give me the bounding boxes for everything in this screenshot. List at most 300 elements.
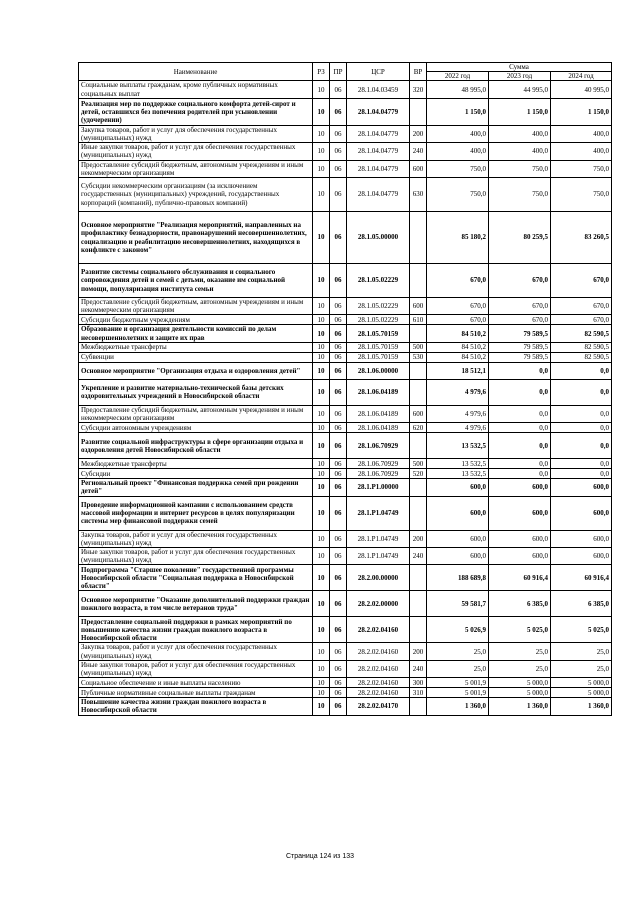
table-row (79, 530, 612, 547)
row-vr-cell: 240 (410, 548, 427, 565)
row-name-cell: Проведение информационной кампании с использованием средств массовой информации и интернет ресурсов в целях популяризации системы мер финансовой поддержки семей (79, 496, 313, 530)
row-sum-2024-cell: 670,0 (551, 315, 612, 325)
row-rz-cell: 10 (313, 423, 330, 433)
row-sum-2022-cell: 400,0 (427, 125, 489, 142)
row-sum-2022-cell: 4 979,6 (427, 423, 489, 433)
row-name-cell: Образование и организация деятельности комиссий по делам несовершеннолетних и защите их прав (79, 325, 313, 342)
row-csr-cell: 28.1.05.00000 (347, 212, 410, 264)
row-csr-cell: 28.2.02.04160 (347, 617, 410, 643)
row-sum-2024-cell: 670,0 (551, 298, 612, 315)
table-row (79, 315, 612, 325)
row-name-cell: Реализация мер по поддержке социального комфорта детей-сирот и детей, оставшихся без попечения родителей при усыновлении (удочерении) (79, 98, 313, 125)
table-row (79, 264, 612, 298)
row-pr-cell: 06 (330, 379, 347, 405)
row-name-cell: Предоставление субсидий бюджетным, автономным учреждениям и иным некоммерческим организациям (79, 160, 313, 177)
row-csr-cell: 28.1.P1.00000 (347, 479, 410, 496)
row-csr-cell: 28.1.04.04779 (347, 160, 410, 177)
row-sum-2023-cell: 1 360,0 (489, 698, 551, 715)
row-rz-cell: 10 (313, 459, 330, 469)
row-sum-2023-cell: 0,0 (489, 362, 551, 379)
row-vr-cell: 200 (410, 530, 427, 547)
row-name-cell: Основное мероприятие "Реализация мероприятий, направленных на профилактику безнадзорности, правонарушений несовершеннолетних, социализацию и реабилитацию несовершеннолетних, находящихся в конфликте с законом" (79, 212, 313, 264)
row-vr-cell (410, 98, 427, 125)
row-pr-cell: 06 (330, 423, 347, 433)
header-vr: ВР (410, 63, 427, 81)
row-sum-2023-cell: 25,0 (489, 660, 551, 677)
row-sum-2024-cell: 400,0 (551, 143, 612, 160)
row-sum-2024-cell: 60 916,4 (551, 565, 612, 591)
row-sum-2022-cell: 84 510,2 (427, 352, 489, 362)
row-pr-cell: 06 (330, 342, 347, 352)
row-name-cell: Иные закупки товаров, работ и услуг для обеспечения государственных (муниципальных) нужд (79, 660, 313, 677)
row-sum-2024-cell: 600,0 (551, 548, 612, 565)
row-sum-2023-cell: 25,0 (489, 643, 551, 660)
row-name-cell: Предоставление субсидий бюджетным, автономным учреждениям и иным некоммерческим организациям (79, 405, 313, 422)
row-sum-2022-cell: 13 532,5 (427, 459, 489, 469)
row-pr-cell: 06 (330, 660, 347, 677)
row-pr-cell: 06 (330, 496, 347, 530)
row-csr-cell: 28.1.06.04189 (347, 423, 410, 433)
table-row (79, 688, 612, 698)
row-pr-cell: 06 (330, 479, 347, 496)
row-vr-cell (410, 433, 427, 459)
row-csr-cell: 28.1.04.03459 (347, 81, 410, 98)
row-sum-2022-cell: 25,0 (427, 643, 489, 660)
row-pr-cell: 06 (330, 125, 347, 142)
table-row (79, 459, 612, 469)
row-pr-cell: 06 (330, 548, 347, 565)
row-pr-cell: 06 (330, 688, 347, 698)
row-name-cell: Основное мероприятие "Оказание дополнительной поддержки граждан пожилого возраста, в том числе ветеранов труда" (79, 591, 313, 617)
table-row (79, 496, 612, 530)
row-sum-2024-cell: 25,0 (551, 643, 612, 660)
row-pr-cell: 06 (330, 469, 347, 479)
row-csr-cell: 28.1.05.02229 (347, 298, 410, 315)
row-sum-2024-cell: 0,0 (551, 362, 612, 379)
row-vr-cell: 520 (410, 469, 427, 479)
row-sum-2022-cell: 5 001,9 (427, 688, 489, 698)
row-rz-cell: 10 (313, 325, 330, 342)
row-rz-cell: 10 (313, 548, 330, 565)
row-rz-cell: 10 (313, 591, 330, 617)
row-name-cell: Социальное обеспечение и иные выплаты населению (79, 678, 313, 688)
row-sum-2023-cell: 750,0 (489, 160, 551, 177)
row-sum-2024-cell: 750,0 (551, 160, 612, 177)
row-sum-2024-cell: 400,0 (551, 125, 612, 142)
row-sum-2024-cell: 0,0 (551, 469, 612, 479)
row-sum-2023-cell: 0,0 (489, 459, 551, 469)
table-row (79, 479, 612, 496)
row-rz-cell: 10 (313, 98, 330, 125)
row-sum-2022-cell: 750,0 (427, 160, 489, 177)
row-name-cell: Межбюджетные трансферты (79, 342, 313, 352)
row-sum-2024-cell: 0,0 (551, 379, 612, 405)
row-sum-2022-cell: 4 979,6 (427, 379, 489, 405)
header-name: Наименование (79, 63, 313, 81)
row-vr-cell: 310 (410, 688, 427, 698)
row-csr-cell: 28.1.P1.04749 (347, 496, 410, 530)
row-sum-2024-cell: 82 590,5 (551, 342, 612, 352)
row-vr-cell (410, 698, 427, 715)
row-pr-cell: 06 (330, 315, 347, 325)
row-sum-2022-cell: 48 995,0 (427, 81, 489, 98)
row-rz-cell: 10 (313, 698, 330, 715)
row-vr-cell: 320 (410, 81, 427, 98)
budget-document (78, 62, 611, 716)
row-sum-2024-cell: 25,0 (551, 660, 612, 677)
row-pr-cell: 06 (330, 298, 347, 315)
row-vr-cell (410, 565, 427, 591)
row-pr-cell: 06 (330, 98, 347, 125)
row-name-cell: Повышение качества жизни граждан пожилого возраста в Новосибирской области (79, 698, 313, 715)
row-sum-2024-cell: 670,0 (551, 264, 612, 298)
row-rz-cell: 10 (313, 530, 330, 547)
row-rz-cell: 10 (313, 212, 330, 264)
row-pr-cell: 06 (330, 643, 347, 660)
row-pr-cell: 06 (330, 530, 347, 547)
row-name-cell: Субсидии (79, 469, 313, 479)
row-vr-cell: 620 (410, 423, 427, 433)
row-name-cell: Основное мероприятие "Организация отдыха и оздоровления детей" (79, 362, 313, 379)
table-row (79, 565, 612, 591)
table-row (79, 160, 612, 177)
row-rz-cell: 10 (313, 496, 330, 530)
row-vr-cell: 500 (410, 342, 427, 352)
table-row (79, 617, 612, 643)
row-rz-cell: 10 (313, 160, 330, 177)
row-csr-cell: 28.1.06.04189 (347, 379, 410, 405)
row-name-cell: Иные закупки товаров, работ и услуг для обеспечения государственных (муниципальных) нужд (79, 548, 313, 565)
row-vr-cell: 530 (410, 352, 427, 362)
row-sum-2023-cell: 750,0 (489, 178, 551, 212)
row-sum-2024-cell: 600,0 (551, 530, 612, 547)
row-pr-cell: 06 (330, 433, 347, 459)
table-row (79, 698, 612, 715)
row-pr-cell: 06 (330, 678, 347, 688)
row-rz-cell: 10 (313, 379, 330, 405)
row-sum-2024-cell: 1 360,0 (551, 698, 612, 715)
row-sum-2023-cell: 0,0 (489, 433, 551, 459)
table-row (79, 405, 612, 422)
row-rz-cell: 10 (313, 143, 330, 160)
budget-table (78, 62, 612, 716)
row-pr-cell: 06 (330, 264, 347, 298)
row-sum-2023-cell: 60 916,4 (489, 565, 551, 591)
table-row (79, 591, 612, 617)
row-name-cell: Укрепление и развитие материально-технической базы детских оздоровительных учреждений в Новосибирской области (79, 379, 313, 405)
row-sum-2022-cell: 600,0 (427, 496, 489, 530)
row-csr-cell: 28.1.P1.04749 (347, 548, 410, 565)
row-sum-2022-cell: 670,0 (427, 315, 489, 325)
row-rz-cell: 10 (313, 433, 330, 459)
row-csr-cell: 28.1.06.04189 (347, 405, 410, 422)
row-sum-2023-cell: 6 385,0 (489, 591, 551, 617)
row-sum-2024-cell: 1 150,0 (551, 98, 612, 125)
row-rz-cell: 10 (313, 565, 330, 591)
row-vr-cell (410, 479, 427, 496)
header-pr: ПР (330, 63, 347, 81)
row-csr-cell: 28.1.05.70159 (347, 325, 410, 342)
row-csr-cell: 28.2.02.04160 (347, 643, 410, 660)
row-sum-2024-cell: 5 025,0 (551, 617, 612, 643)
row-name-cell: Субсидии бюджетным учреждениям (79, 315, 313, 325)
row-pr-cell: 06 (330, 405, 347, 422)
row-csr-cell: 28.1.06.70929 (347, 469, 410, 479)
row-vr-cell: 630 (410, 178, 427, 212)
row-csr-cell: 28.2.02.00000 (347, 591, 410, 617)
row-name-cell: Развитие системы социального обслуживания и социального сопровождения детей и семей с детьми, оказание им социальной помощи, популяризация института семьи (79, 264, 313, 298)
row-name-cell: Развитие социальной инфраструктуры в сфере организации отдыха и оздоровления детей Новосибирской области (79, 433, 313, 459)
row-sum-2024-cell: 82 590,5 (551, 325, 612, 342)
row-csr-cell: 28.1.P1.04749 (347, 530, 410, 547)
row-rz-cell: 10 (313, 342, 330, 352)
row-sum-2024-cell: 5 000,0 (551, 688, 612, 698)
row-csr-cell: 28.1.05.02229 (347, 264, 410, 298)
row-sum-2023-cell: 400,0 (489, 143, 551, 160)
row-rz-cell: 10 (313, 479, 330, 496)
table-row (79, 352, 612, 362)
row-csr-cell: 28.1.05.70159 (347, 352, 410, 362)
table-row (79, 125, 612, 142)
header-sum: Сумма (427, 63, 612, 72)
row-rz-cell: 10 (313, 405, 330, 422)
row-csr-cell: 28.2.02.04160 (347, 678, 410, 688)
row-vr-cell: 600 (410, 298, 427, 315)
row-name-cell: Социальные выплаты гражданам, кроме публичных нормативных социальных выплат (79, 81, 313, 98)
row-sum-2022-cell: 600,0 (427, 548, 489, 565)
row-sum-2022-cell: 600,0 (427, 479, 489, 496)
header-rz: РЗ (313, 63, 330, 81)
row-sum-2022-cell: 5 026,9 (427, 617, 489, 643)
row-rz-cell: 10 (313, 352, 330, 362)
row-sum-2022-cell: 13 532,5 (427, 469, 489, 479)
table-row (79, 423, 612, 433)
row-sum-2024-cell: 40 995,0 (551, 81, 612, 98)
row-sum-2022-cell: 59 581,7 (427, 591, 489, 617)
table-row (79, 678, 612, 688)
row-csr-cell: 28.2.02.04170 (347, 698, 410, 715)
row-csr-cell: 28.2.02.04160 (347, 660, 410, 677)
row-pr-cell: 06 (330, 212, 347, 264)
row-sum-2022-cell: 600,0 (427, 530, 489, 547)
row-rz-cell: 10 (313, 264, 330, 298)
row-vr-cell: 600 (410, 405, 427, 422)
row-sum-2023-cell: 670,0 (489, 298, 551, 315)
row-sum-2023-cell: 400,0 (489, 125, 551, 142)
row-sum-2023-cell: 80 259,5 (489, 212, 551, 264)
row-vr-cell (410, 325, 427, 342)
row-pr-cell: 06 (330, 81, 347, 98)
row-vr-cell (410, 264, 427, 298)
table-row (79, 469, 612, 479)
row-sum-2024-cell: 5 000,0 (551, 678, 612, 688)
row-sum-2024-cell: 6 385,0 (551, 591, 612, 617)
row-pr-cell: 06 (330, 698, 347, 715)
table-row (79, 143, 612, 160)
row-sum-2022-cell: 4 979,6 (427, 405, 489, 422)
row-rz-cell: 10 (313, 678, 330, 688)
row-name-cell: Закупка товаров, работ и услуг для обеспечения государственных (муниципальных) нужд (79, 530, 313, 547)
row-rz-cell: 10 (313, 125, 330, 142)
row-sum-2023-cell: 670,0 (489, 264, 551, 298)
row-pr-cell: 06 (330, 178, 347, 212)
row-sum-2022-cell: 1 360,0 (427, 698, 489, 715)
row-sum-2024-cell: 600,0 (551, 479, 612, 496)
row-name-cell: Иные закупки товаров, работ и услуг для обеспечения государственных (муниципальных) нужд (79, 143, 313, 160)
row-vr-cell: 610 (410, 315, 427, 325)
row-name-cell: Межбюджетные трансферты (79, 459, 313, 469)
row-sum-2022-cell: 85 180,2 (427, 212, 489, 264)
row-sum-2024-cell: 600,0 (551, 496, 612, 530)
table-row (79, 342, 612, 352)
header-year-2023: 2023 год (489, 72, 551, 81)
row-csr-cell: 28.1.06.00000 (347, 362, 410, 379)
row-csr-cell: 28.1.06.70929 (347, 459, 410, 469)
row-pr-cell: 06 (330, 143, 347, 160)
row-sum-2022-cell: 400,0 (427, 143, 489, 160)
row-sum-2024-cell: 0,0 (551, 433, 612, 459)
row-csr-cell: 28.1.05.70159 (347, 342, 410, 352)
row-vr-cell: 240 (410, 660, 427, 677)
row-sum-2022-cell: 1 150,0 (427, 98, 489, 125)
row-sum-2023-cell: 1 150,0 (489, 98, 551, 125)
row-name-cell: Публичные нормативные социальные выплаты гражданам (79, 688, 313, 698)
row-csr-cell: 28.1.04.04779 (347, 178, 410, 212)
row-pr-cell: 06 (330, 362, 347, 379)
row-sum-2023-cell: 5 000,0 (489, 678, 551, 688)
table-row (79, 325, 612, 342)
row-pr-cell: 06 (330, 617, 347, 643)
row-csr-cell: 28.1.04.04779 (347, 98, 410, 125)
row-vr-cell: 500 (410, 459, 427, 469)
row-rz-cell: 10 (313, 81, 330, 98)
row-pr-cell: 06 (330, 325, 347, 342)
row-rz-cell: 10 (313, 298, 330, 315)
row-name-cell: Предоставление социальной поддержки в рамках мероприятий по повышению качества жизни граждан пожилого возраста в Новосибирской области (79, 617, 313, 643)
row-sum-2024-cell: 83 260,5 (551, 212, 612, 264)
row-vr-cell (410, 591, 427, 617)
table-row (79, 362, 612, 379)
header-csr: ЦСР (347, 63, 410, 81)
table-row (79, 379, 612, 405)
row-sum-2022-cell: 5 001,9 (427, 678, 489, 688)
row-vr-cell (410, 496, 427, 530)
row-sum-2024-cell: 0,0 (551, 423, 612, 433)
row-name-cell: Субсидии некоммерческим организациям (за исключением государственных (муниципальных) учреждений, государственных корпораций (компаний), публично-правовых компаний) (79, 178, 313, 212)
row-name-cell: Подпрограмма "Старшее поколение" государственной программы Новосибирской области "Социальная поддержка в Новосибирской области" (79, 565, 313, 591)
row-pr-cell: 06 (330, 591, 347, 617)
row-sum-2022-cell: 84 510,2 (427, 325, 489, 342)
row-csr-cell: 28.1.06.70929 (347, 433, 410, 459)
table-row (79, 660, 612, 677)
row-sum-2023-cell: 600,0 (489, 479, 551, 496)
row-name-cell: Закупка товаров, работ и услуг для обеспечения государственных (муниципальных) нужд (79, 643, 313, 660)
row-sum-2023-cell: 5 025,0 (489, 617, 551, 643)
table-row (79, 81, 612, 98)
row-name-cell: Закупка товаров, работ и услуг для обеспечения государственных (муниципальных) нужд (79, 125, 313, 142)
row-sum-2023-cell: 44 995,0 (489, 81, 551, 98)
table-row (79, 178, 612, 212)
row-sum-2022-cell: 84 510,2 (427, 342, 489, 352)
row-sum-2022-cell: 188 689,8 (427, 565, 489, 591)
row-sum-2022-cell: 18 512,1 (427, 362, 489, 379)
row-rz-cell: 10 (313, 688, 330, 698)
row-sum-2024-cell: 0,0 (551, 405, 612, 422)
row-sum-2022-cell: 25,0 (427, 660, 489, 677)
table-row (79, 212, 612, 264)
row-vr-cell: 240 (410, 143, 427, 160)
row-pr-cell: 06 (330, 565, 347, 591)
row-sum-2023-cell: 0,0 (489, 405, 551, 422)
row-name-cell: Субсидии автономным учреждениям (79, 423, 313, 433)
row-sum-2023-cell: 5 000,0 (489, 688, 551, 698)
row-name-cell: Региональный проект "Финансовая поддержка семей при рождении детей" (79, 479, 313, 496)
row-csr-cell: 28.1.04.04779 (347, 143, 410, 160)
row-sum-2023-cell: 79 589,5 (489, 352, 551, 362)
row-csr-cell: 28.2.02.04160 (347, 688, 410, 698)
row-sum-2023-cell: 79 589,5 (489, 325, 551, 342)
table-row (79, 433, 612, 459)
table-body (79, 81, 612, 715)
header-year-2022: 2022 год (427, 72, 489, 81)
header-year-2024: 2024 год (551, 72, 612, 81)
row-sum-2023-cell: 600,0 (489, 530, 551, 547)
row-rz-cell: 10 (313, 469, 330, 479)
row-sum-2024-cell: 82 590,5 (551, 352, 612, 362)
row-rz-cell: 10 (313, 617, 330, 643)
row-csr-cell: 28.2.00.00000 (347, 565, 410, 591)
row-sum-2023-cell: 600,0 (489, 496, 551, 530)
row-csr-cell: 28.1.04.04779 (347, 125, 410, 142)
row-pr-cell: 06 (330, 352, 347, 362)
row-sum-2023-cell: 670,0 (489, 315, 551, 325)
row-vr-cell: 200 (410, 125, 427, 142)
row-sum-2022-cell: 670,0 (427, 264, 489, 298)
row-sum-2023-cell: 600,0 (489, 548, 551, 565)
table-row (79, 298, 612, 315)
row-name-cell: Предоставление субсидий бюджетным, автономным учреждениям и иным некоммерческим организациям (79, 298, 313, 315)
row-csr-cell: 28.1.05.02229 (347, 315, 410, 325)
row-pr-cell: 06 (330, 459, 347, 469)
row-rz-cell: 10 (313, 362, 330, 379)
row-sum-2023-cell: 0,0 (489, 423, 551, 433)
table-row (79, 98, 612, 125)
row-sum-2024-cell: 750,0 (551, 178, 612, 212)
row-vr-cell (410, 379, 427, 405)
row-vr-cell (410, 212, 427, 264)
row-vr-cell: 300 (410, 678, 427, 688)
row-rz-cell: 10 (313, 315, 330, 325)
row-sum-2022-cell: 750,0 (427, 178, 489, 212)
row-vr-cell (410, 617, 427, 643)
page-footer: Страница 124 из 133 (285, 853, 355, 860)
row-sum-2023-cell: 79 589,5 (489, 342, 551, 352)
row-pr-cell: 06 (330, 160, 347, 177)
row-rz-cell: 10 (313, 660, 330, 677)
row-sum-2023-cell: 0,0 (489, 469, 551, 479)
row-vr-cell: 200 (410, 643, 427, 660)
table-row (79, 643, 612, 660)
row-vr-cell: 600 (410, 160, 427, 177)
row-sum-2023-cell: 0,0 (489, 379, 551, 405)
row-rz-cell: 10 (313, 178, 330, 212)
row-vr-cell (410, 362, 427, 379)
table-row (79, 548, 612, 565)
row-sum-2024-cell: 0,0 (551, 459, 612, 469)
row-rz-cell: 10 (313, 643, 330, 660)
row-sum-2022-cell: 670,0 (427, 298, 489, 315)
row-sum-2022-cell: 13 532,5 (427, 433, 489, 459)
